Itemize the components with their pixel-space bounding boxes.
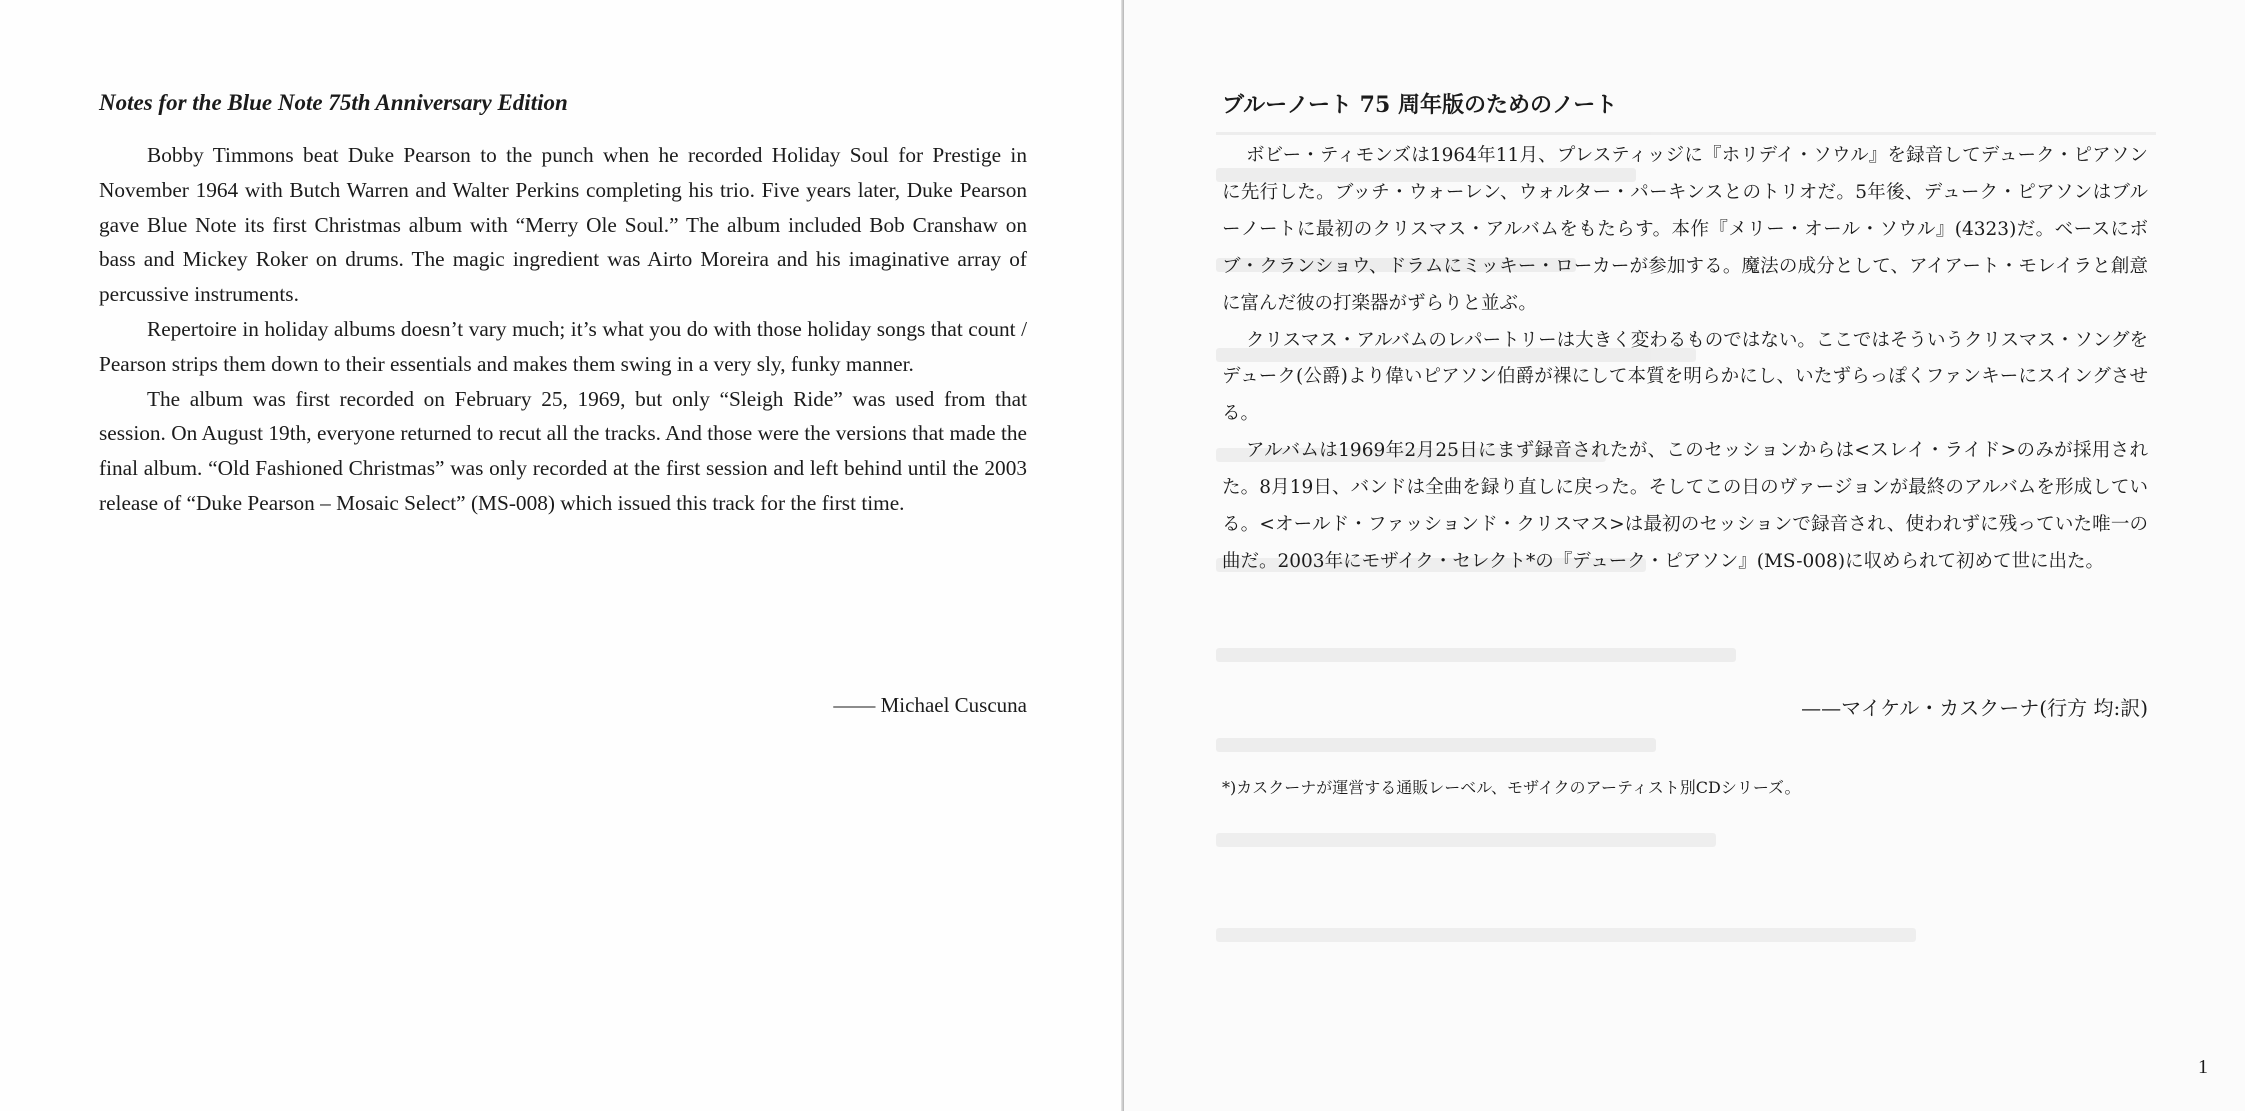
page-number: 1 — [2198, 1056, 2208, 1078]
notes-paragraph: Repertoire in holiday albums doesn’t vary much; it’s what you do with those holiday songs that count / Pearson strips them down to their essentials and makes them swing in a very sly, funky manner. — [99, 316, 1027, 376]
author-signature: —— Michael Cuscuna — [833, 693, 1027, 717]
footnote: *)カスクーナが運営する通販レーベル、モザイクのアーティスト別CDシリーズ。 — [1222, 778, 1801, 797]
notes-paragraph-jp: ボビー・ティモンズは1964年11月、プレスティッジに『ホリデイ・ソウル』を録音してデューク・ピアソンに先行した。ブッチ・ウォーレン、ウォルター・パーキンスとのトリオだ。5年後、デューク・ピアソンはブルーノートに最初のクリスマス・アルバムをもたらす。本作『メリー・オール・ソウル』(4323)だ。ベースにボブ・クランショウ、ドラムにミッキー・ローカーが参加する。魔法の成分として、アイアート・モレイラと創意に富んだ彼の打楽器がずらりと並ぶ。 — [1222, 145, 2148, 314]
notes-body-jp — [1222, 138, 2148, 581]
notes-paragraph: The album was first recorded on February 25, 1969, but only “Sleigh Ride” was used from that session. On August 19th, everyone returned to recut all the tracks. And those were the versions that made the final album. “Old Fashioned Christmas” was only recorded at the first session and left behind until the 2003 release of “Duke Pearson – Mosaic Select” (MS-008) which issued this track for the first time. — [99, 386, 1027, 515]
notes-paragraph-jp: クリスマス・アルバムのレパートリーは大きく変わるものではない。ここではそういうクリスマス・ソングをデューク(公爵)より偉いピアソン伯爵が裸にして本質を明らかにし、いたずらっぽくファンキーにスイングさせる。 — [1222, 329, 2148, 425]
notes-title: Notes for the Blue Note 75th Anniversary Edition — [99, 90, 568, 115]
notes-paragraph: Bobby Timmons beat Duke Pearson to the punch when he recorded Holiday Soul for Prestige in November 1964 with Butch Warren and Walter Perkins completing his trio. Five years later, Duke Pearson gave Blue Note its first Christmas album with “Merry Ole Soul.” The album included Bob Cranshaw on bass and Mickey Roker on drums. The magic ingredient was Airto Moreira and his imaginative array of percussive instruments. — [99, 143, 1027, 307]
notes-paragraph-jp: アルバムは1969年2月25日にまず録音されたが、このセッションからは<スレイ・ライド>のみが採用された。8月19日、バンドは全曲を録り直しに戻った。そしてこの日のヴァージョンが最終のアルバムを形成している。<オールド・ファッションド・クリスマス>は最初のセッションで録音され、使われずに残っていた唯一の曲だ。2003年にモザイク・セレクト*の『デューク・ピアソン』(MS-008)に収められて初めて世に出た。 — [1222, 440, 2148, 572]
notes-body — [99, 138, 1027, 521]
translator-signature: ——マイケル・カスクーナ(行方 均:訳) — [1801, 696, 2148, 720]
notes-title-jp: ブルーノート 75 周年版のためのノート — [1222, 92, 1618, 118]
